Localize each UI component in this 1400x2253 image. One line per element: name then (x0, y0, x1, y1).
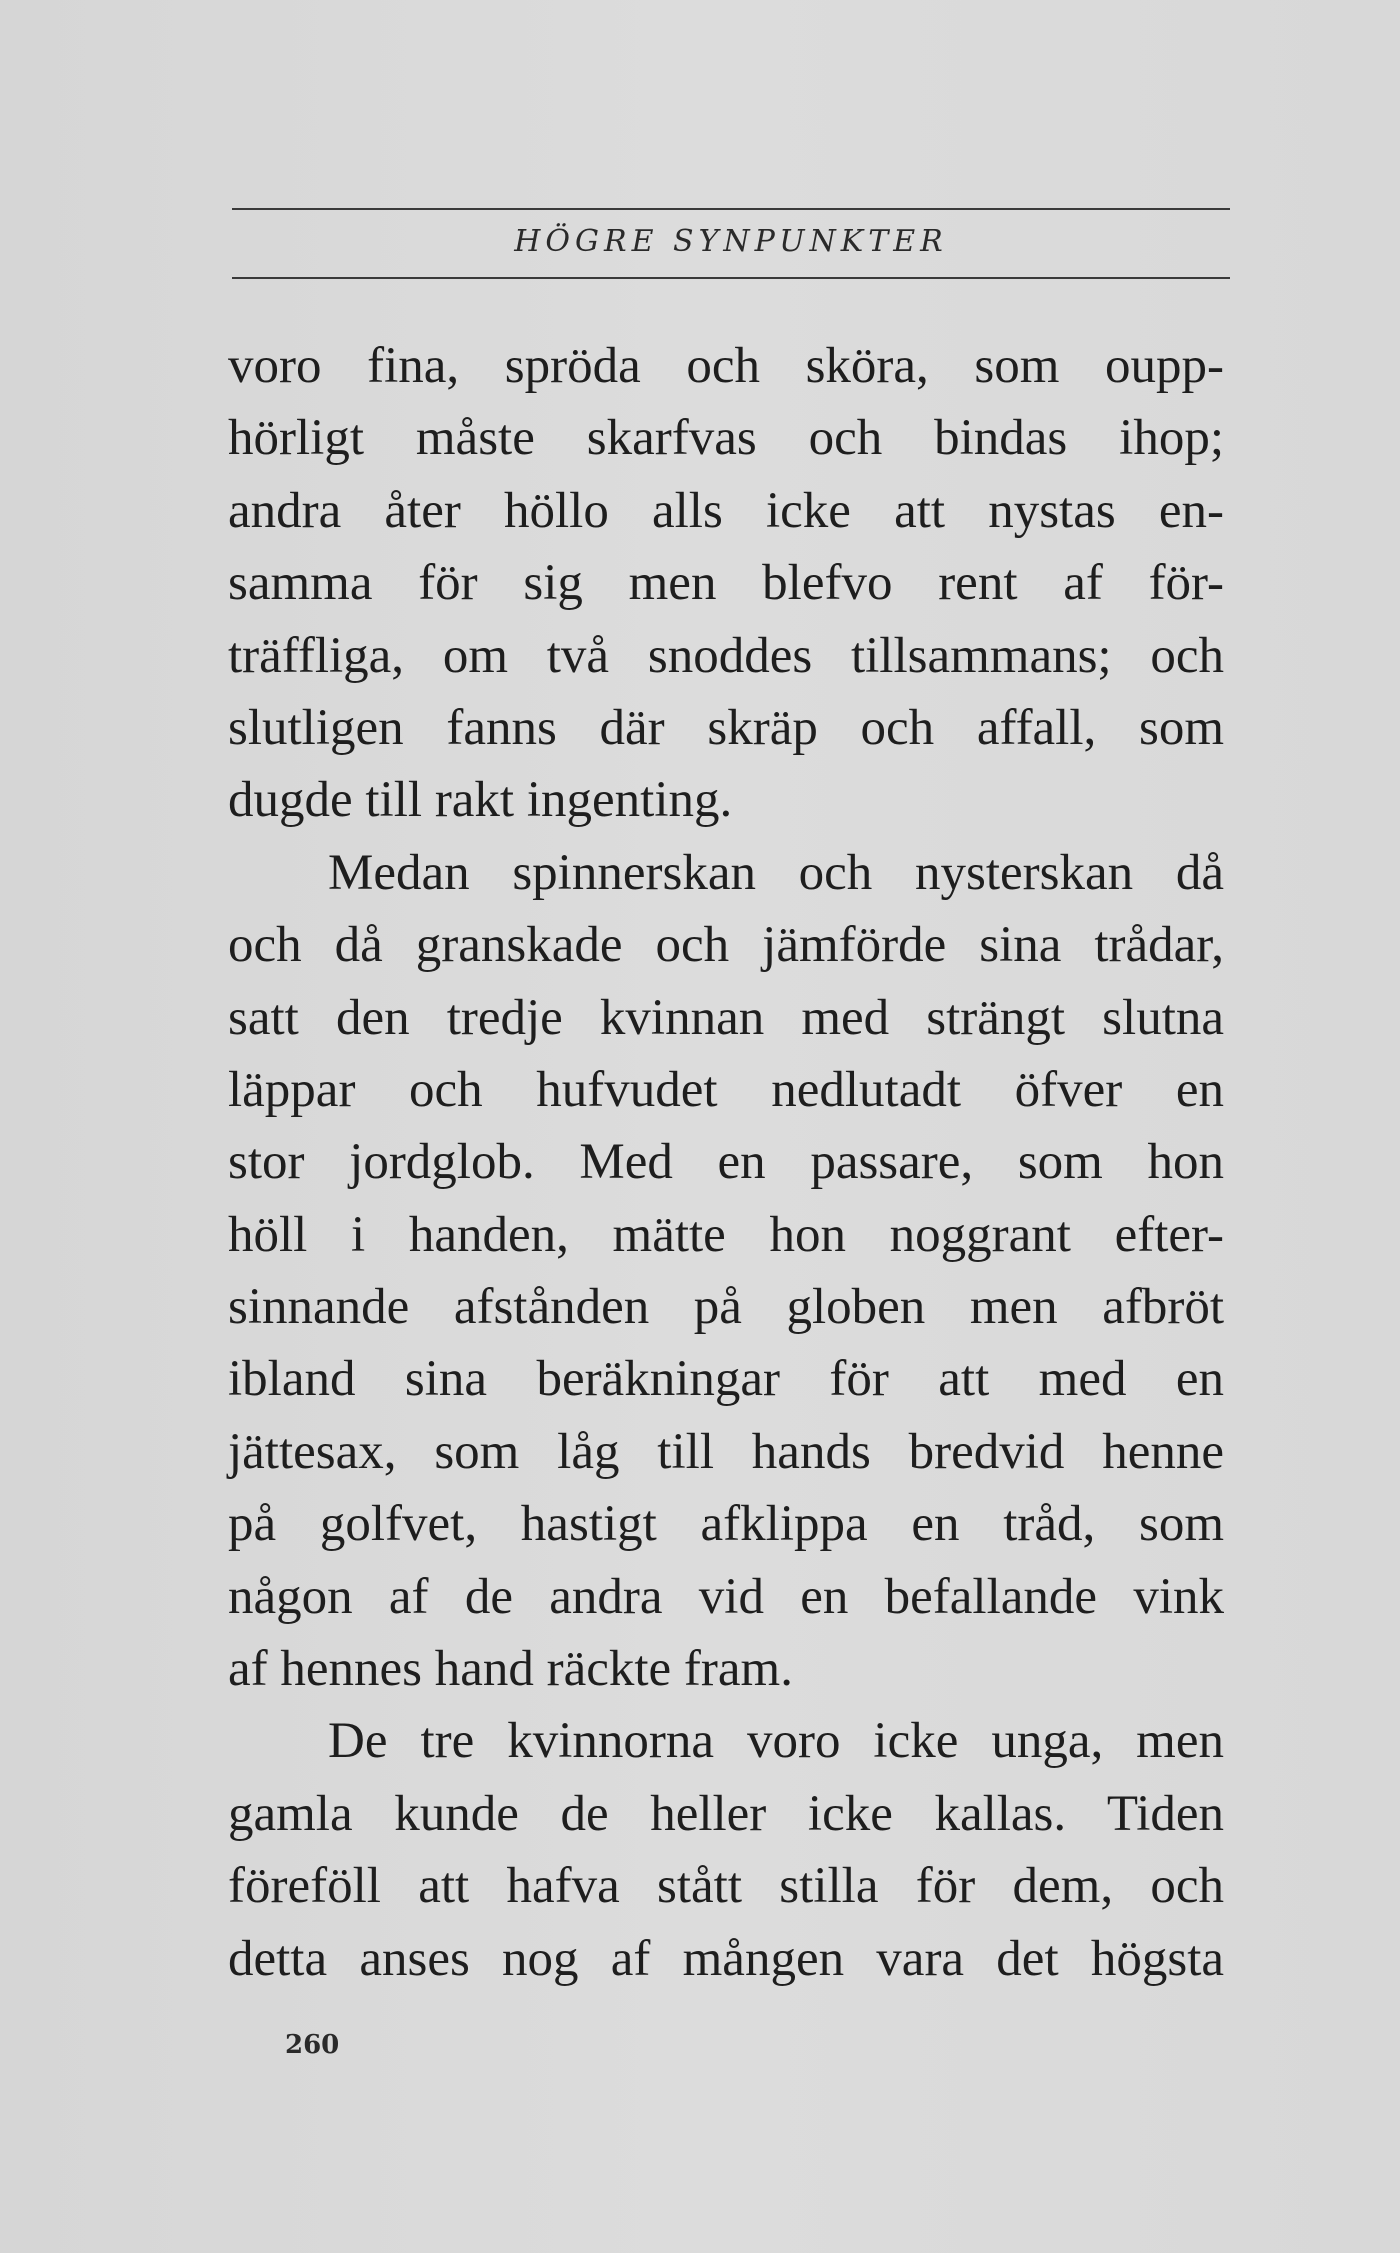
page-number: 260 (285, 2030, 340, 2060)
text-line: och då granskade och jämförde sina trådar, (228, 917, 1224, 974)
text-line: jättesax, som låg till hands bredvid henne (228, 1423, 1224, 1480)
text-line: De tre kvinnorna voro icke unga, men (328, 1713, 1224, 1770)
text-line: Medan spinnerskan och nysterskan då (328, 844, 1224, 901)
text-line: dugde till rakt ingenting. (228, 772, 733, 829)
text-line: voro fina, spröda och sköra, som oupp- (228, 338, 1224, 394)
text-line: ibland sina beräkningar för att med en (228, 1351, 1224, 1408)
text-line: på golfvet, hastigt afklippa en tråd, som (228, 1496, 1224, 1553)
text-line: höll i handen, mätte hon noggrant efter- (228, 1206, 1224, 1263)
text-line: sinnande afstånden på globen men afbröt (228, 1279, 1224, 1336)
text-line: stor jordglob. Med en passare, som hon (228, 1134, 1224, 1191)
text-line: slutligen fanns där skräp och affall, som (228, 699, 1224, 756)
text-line: detta anses nog af mången vara det högsta (228, 1930, 1224, 1987)
text-line: gamla kunde de heller icke kallas. Tiden (228, 1785, 1224, 1842)
running-head: HÖGRE SYNPUNKTER (514, 224, 948, 259)
text-line: någon af de andra vid en befallande vink (228, 1568, 1224, 1625)
text-line: läppar och hufvudet nedlutadt öfver en (228, 1061, 1224, 1118)
text-line: föreföll att hafva stått stilla för dem, och (228, 1858, 1224, 1915)
header-rule-bottom (232, 277, 1230, 279)
header-rule-top (232, 208, 1230, 210)
text-line: samma för sig men blefvo rent af för- (228, 555, 1224, 612)
text-line: satt den tredje kvinnan med strängt slutna (228, 989, 1224, 1046)
text-line: af hennes hand räckte fram. (228, 1641, 793, 1698)
text-line: andra åter höllo alls icke att nystas en- (228, 482, 1224, 539)
text-line: hörligt måste skarfvas och bindas ihop; (228, 410, 1224, 467)
text-line: träffliga, om två snoddes tillsammans; och (228, 627, 1224, 684)
body-text (228, 330, 1224, 1995)
